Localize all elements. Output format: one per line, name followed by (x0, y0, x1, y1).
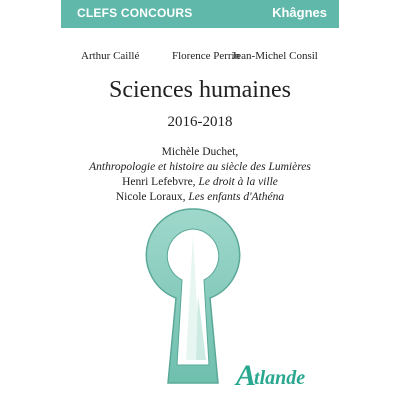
author-name: Jean-Michel Consil (232, 50, 318, 62)
program-line: Michèle Duchet, (161, 146, 239, 158)
work-title: Le droit à la ville (198, 176, 278, 188)
author-name: Florence Perrin (172, 50, 241, 62)
author-name: Nicole Loraux, (115, 191, 189, 203)
edition-years: 2016-2018 (167, 114, 233, 130)
publisher-logo (236, 359, 306, 392)
class-level-label: Khâgnes (272, 5, 327, 20)
author-name: Arthur Caillé (81, 50, 140, 62)
keyhole-icon (138, 205, 248, 387)
publisher-name: tlande (254, 366, 306, 389)
series-banner (61, 0, 339, 28)
work-title: Anthropologie et histoire au siècle des Lumières (89, 161, 311, 173)
publisher-mark: A (236, 359, 257, 392)
author-name: Henri Lefebvre, (122, 176, 199, 188)
program-works (61, 145, 339, 205)
book-cover (61, 0, 339, 400)
series-name: CLEFS CONCOURS (77, 6, 193, 20)
work-title: Les enfants d'Athéna (188, 191, 285, 203)
book-title: Sciences humaines (109, 77, 291, 103)
